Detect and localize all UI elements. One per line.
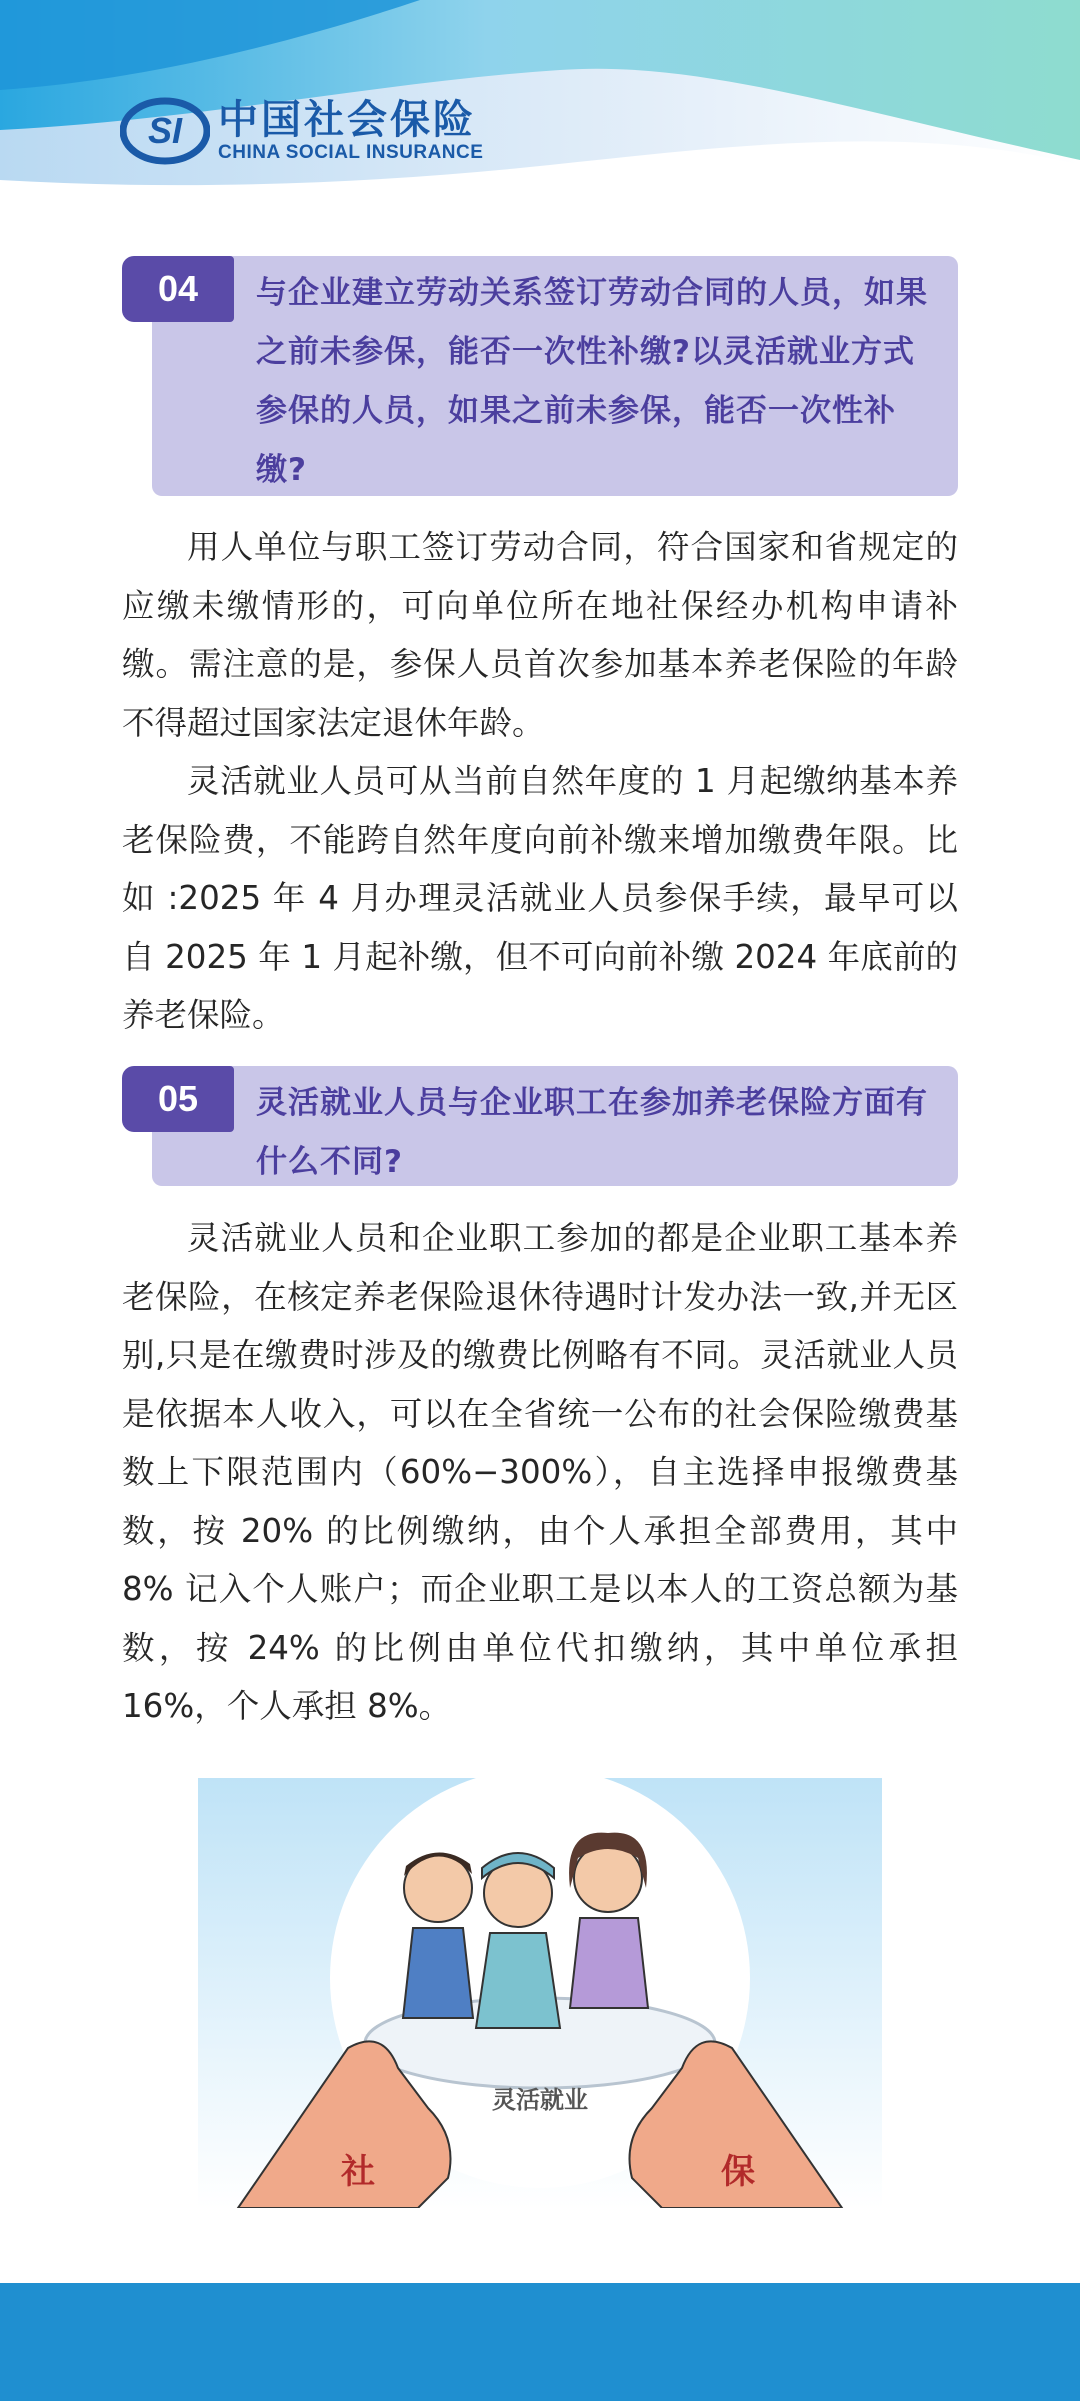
question-text: 灵活就业人员与企业职工在参加养老保险方面有什么不同?	[256, 1085, 928, 1180]
question-box-05	[122, 1066, 958, 1186]
person-left	[403, 1852, 473, 2018]
brand-logo	[120, 96, 483, 166]
question-box-04	[122, 256, 958, 496]
answer-paragraph: 灵活就业人员和企业职工参加的都是企业职工基本养老保险，在核定养老保险退休待遇时计发办法一致,并无区别,只是在缴费时涉及的缴费比例略有不同。灵活就业人员是依据本人收入，可以在全省统一公布的社会保险缴费基数上下限范围内（60%−300%），自主选择申报缴费基数，按 20% 的比例缴纳，由个人承担全部费用，其中 8% 记入个人账户；而企业职工是以本人的工资总额为基数，按 24% 的比例由单位代扣缴纳，其中单位承担 16%，个人承担 8%。	[122, 1219, 958, 1725]
footer-bar	[0, 2283, 1080, 2401]
logo-english-name: CHINA SOCIAL INSURANCE	[218, 142, 484, 163]
person-middle	[476, 1853, 560, 2028]
person-right	[569, 1833, 648, 2008]
flexible-employment-illustration	[198, 1778, 882, 2208]
answer-paragraph: 灵活就业人员可从当前自然年度的 1 月起缴纳基本养老保险费，不能跨自然年度向前补缴来增加缴费年限。比如 :2025 年 4 月办理灵活就业人员参保手续，最早可以自 2025 年 1 月起补缴，但不可向前补缴 2024 年底前的养老保险。	[122, 762, 958, 1034]
answer-paragraph: 用人单位与职工签订劳动合同，符合国家和省规定的应缴未缴情形的，可向单位所在地社保经办机构申请补缴。需注意的是，参保人员首次参加基本养老保险的年龄不得超过国家法定退休年龄。	[122, 528, 958, 742]
platform-label: 灵活就业	[492, 2086, 588, 2114]
si-logo-icon	[120, 96, 210, 166]
svg-text:SI: SI	[147, 110, 183, 151]
question-number-badge: 05	[122, 1066, 234, 1132]
question-text: 与企业建立劳动关系签订劳动合同的人员，如果之前未参保，能否一次性补缴?以灵活就业方式参保的人员，如果之前未参保，能否一次性补缴?	[256, 275, 928, 488]
page-header	[0, 0, 1080, 200]
right-hand-label: 保	[721, 2152, 755, 2192]
left-hand-label: 社	[341, 2152, 375, 2192]
question-number-badge: 04	[122, 256, 234, 322]
logo-chinese-name: 中国社会保险	[218, 96, 476, 143]
